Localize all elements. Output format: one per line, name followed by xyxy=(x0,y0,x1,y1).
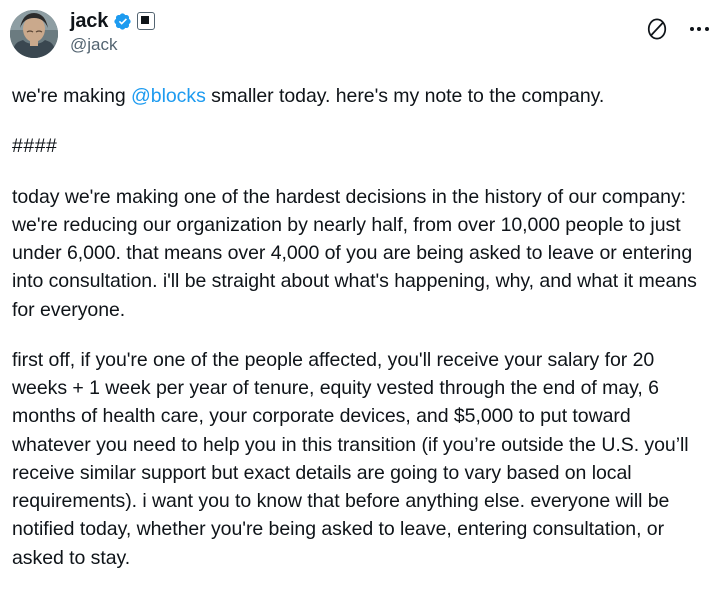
post-header-actions xyxy=(644,10,712,42)
avatar[interactable] xyxy=(10,10,58,58)
affiliate-badge-icon[interactable] xyxy=(137,12,155,30)
mention-link-blocks[interactable]: @blocks xyxy=(131,85,206,107)
intro-text-pre: we're making xyxy=(12,85,132,107)
author-identity xyxy=(70,10,644,53)
author-name-row xyxy=(70,11,644,31)
paragraph-divider: #### xyxy=(12,135,58,158)
verified-badge-icon[interactable] xyxy=(113,12,132,31)
paragraph-announcement: today we're making one of the hardest decisions in the history of our company: we're reducing our organization by nearly half, from over 10,000 people to just under 6,000. that means over 4,000 of you are being asked to leave or entering into consultation. i'll be straight about what's happening, why, and what it means for everyone. xyxy=(12,185,703,321)
post-header xyxy=(10,10,712,68)
paragraph-severance: first off, if you're one of the people affected, you'll receive your salary for 20 weeks + 1 week per year of tenure, equity vested through the end of may, 6 months of health care, your corporate devices, and $5,000 to put toward whatever you need to help you in this transition (if you’re outside the U.S. you’ll receive similar support but exact details are going to vary based on local requirements). i want you to know that before anything else. everyone will be notified today, whether you're being asked to leave, entering consultation, or asked to stay. xyxy=(12,348,694,569)
author-handle[interactable]: @jack xyxy=(70,35,118,54)
intro-text-post: smaller today. here's my note to the company. xyxy=(205,85,605,107)
more-dots xyxy=(690,27,709,31)
grok-icon[interactable] xyxy=(644,16,670,42)
author-display-name[interactable]: jack xyxy=(70,10,109,32)
user-avatar-photo xyxy=(10,10,58,58)
post-text xyxy=(10,68,712,572)
paragraph-intro xyxy=(12,82,710,110)
more-options-icon[interactable] xyxy=(686,16,712,42)
